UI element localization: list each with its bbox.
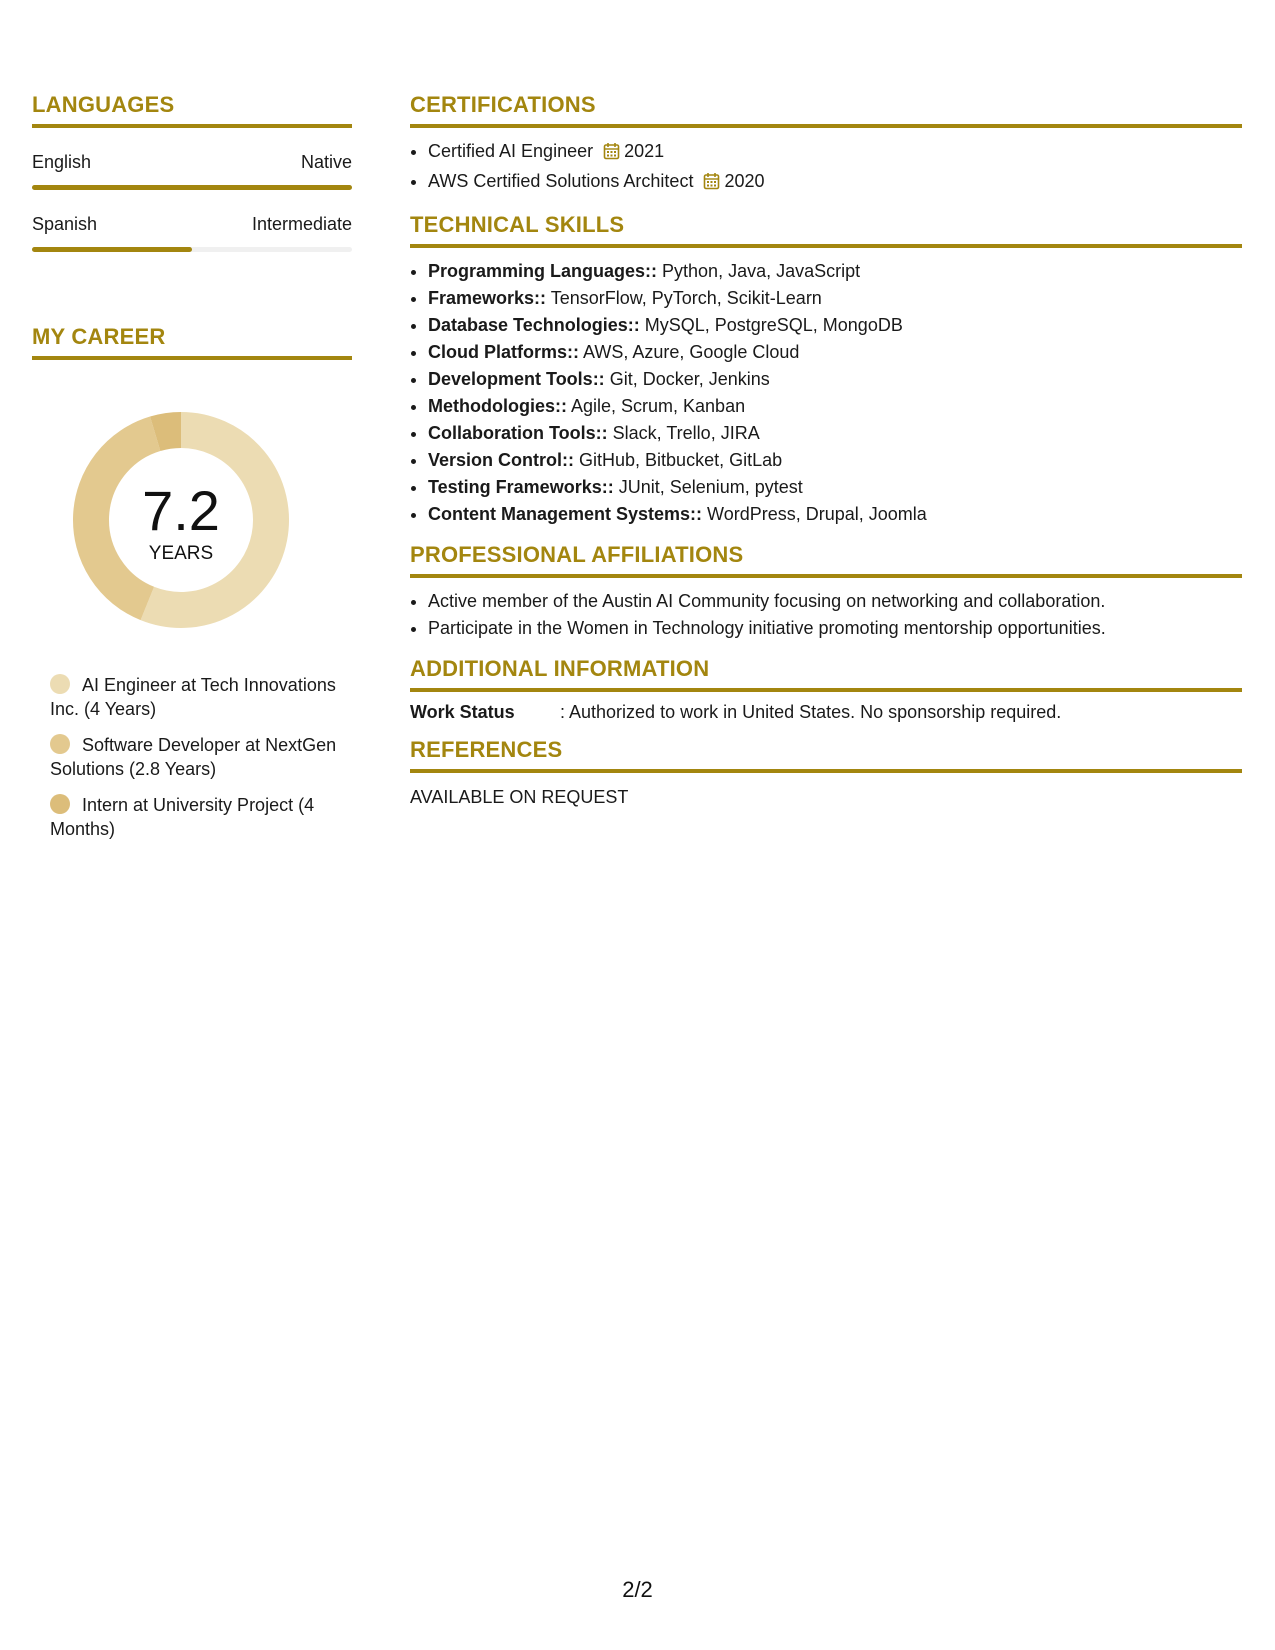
skill-category: Database Technologies::	[428, 315, 640, 335]
affiliation-item: • Participate in the Women in Technology initiative promoting mentorship opportunities.	[428, 615, 1242, 642]
career-legend-item	[50, 673, 340, 721]
affiliations-section	[410, 542, 1242, 642]
skill-values: WordPress, Drupal, Joomla	[702, 504, 927, 524]
skill-category: Development Tools::	[428, 369, 605, 389]
affiliations-title: PROFESSIONAL AFFILIATIONS	[410, 542, 1242, 578]
certification-year: 2020	[724, 171, 765, 191]
skill-values: JUnit, Selenium, pytest	[613, 477, 803, 497]
skill-category: Version Control::	[428, 450, 575, 470]
certification-name: Certified AI Engineer	[428, 141, 594, 161]
certifications-list	[410, 138, 1242, 198]
career-legend-label: Software Developer at NextGen Solutions (2.8 Years)	[50, 735, 337, 779]
language-proficiency-bar	[32, 247, 352, 252]
skill-item	[428, 447, 1242, 474]
additional-title: ADDITIONAL INFORMATION	[410, 656, 1242, 692]
references-section	[410, 737, 1242, 808]
skill-item	[428, 420, 1242, 447]
career-total-unit: YEARS	[148, 543, 214, 564]
work-status-row	[410, 702, 1242, 723]
skill-category: Methodologies::	[428, 396, 567, 416]
languages-title: LANGUAGES	[32, 92, 352, 128]
page-number: 2/2	[622, 1577, 653, 1602]
skills-section	[410, 212, 1242, 528]
skill-item	[428, 474, 1242, 501]
skill-category: Content Management Systems::	[428, 504, 703, 524]
skill-values: GitHub, Bitbucket, GitLab	[574, 450, 783, 470]
affiliations-list	[410, 588, 1242, 642]
skill-category: Testing Frameworks::	[428, 477, 614, 497]
work-status-value: : Authorized to work in United States. No sponsorship required.	[560, 702, 1062, 722]
career-legend-item	[50, 733, 340, 781]
skill-item	[428, 366, 1242, 393]
career-donut-chart	[66, 405, 296, 635]
skill-item	[428, 393, 1242, 420]
skill-values: TensorFlow, PyTorch, Scikit-Learn	[546, 288, 822, 308]
language-proficiency-fill	[32, 185, 352, 190]
language-proficiency-fill	[32, 247, 192, 252]
languages-list	[32, 152, 352, 252]
career-total-value: 7.2	[142, 479, 220, 542]
language-level: Native	[300, 152, 352, 172]
certifications-title: CERTIFICATIONS	[410, 92, 1242, 128]
skills-list	[410, 258, 1242, 528]
certification-item	[428, 168, 1242, 198]
calendar-icon	[603, 141, 620, 168]
legend-dot	[50, 674, 70, 694]
career-legend-item	[50, 793, 340, 841]
language-level: Intermediate	[251, 214, 352, 234]
skill-values: Git, Docker, Jenkins	[604, 369, 770, 389]
language-name: English	[32, 152, 92, 172]
legend-dot	[50, 794, 70, 814]
career-legend-label: Intern at University Project (4 Months)	[50, 795, 315, 839]
affiliation-item: • Active member of the Austin AI Community focusing on networking and collaboration.	[428, 588, 1242, 615]
skill-category: Collaboration Tools::	[428, 423, 608, 443]
career-legend-label: AI Engineer at Tech Innovations Inc. (4 Years)	[50, 675, 336, 719]
references-title: REFERENCES	[410, 737, 1242, 773]
skill-category: Frameworks::	[428, 288, 547, 308]
skills-title: TECHNICAL SKILLS	[410, 212, 1242, 248]
language-row	[32, 152, 352, 173]
skill-item	[428, 285, 1242, 312]
language-row	[32, 214, 352, 235]
certification-year: 2021	[624, 141, 665, 161]
skill-item	[428, 339, 1242, 366]
career-legend	[50, 673, 352, 841]
skill-category: Cloud Platforms::	[428, 342, 579, 362]
certification-name: AWS Certified Solutions Architect	[428, 171, 694, 191]
language-proficiency-bar	[32, 185, 352, 190]
legend-dot	[50, 734, 70, 754]
left-column	[32, 92, 352, 853]
skill-values: Slack, Trello, JIRA	[607, 423, 760, 443]
skill-item	[428, 312, 1242, 339]
skill-values: MySQL, PostgreSQL, MongoDB	[639, 315, 903, 335]
skill-item	[428, 501, 1242, 528]
references-text: AVAILABLE ON REQUEST	[410, 787, 629, 807]
donut-center	[66, 405, 296, 635]
career-title: MY CAREER	[32, 324, 352, 360]
work-status-label: Work Status	[410, 702, 515, 722]
additional-section	[410, 656, 1242, 723]
certifications-section	[410, 92, 1242, 198]
skill-values: Python, Java, JavaScript	[657, 261, 861, 281]
right-column	[410, 92, 1242, 822]
skill-item	[428, 258, 1242, 285]
skill-category: Programming Languages::	[428, 261, 658, 281]
certification-item	[428, 138, 1242, 168]
calendar-icon	[703, 171, 720, 198]
skill-values: Agile, Scrum, Kanban	[566, 396, 746, 416]
language-name: Spanish	[32, 214, 98, 234]
skill-values: AWS, Azure, Google Cloud	[579, 342, 800, 362]
